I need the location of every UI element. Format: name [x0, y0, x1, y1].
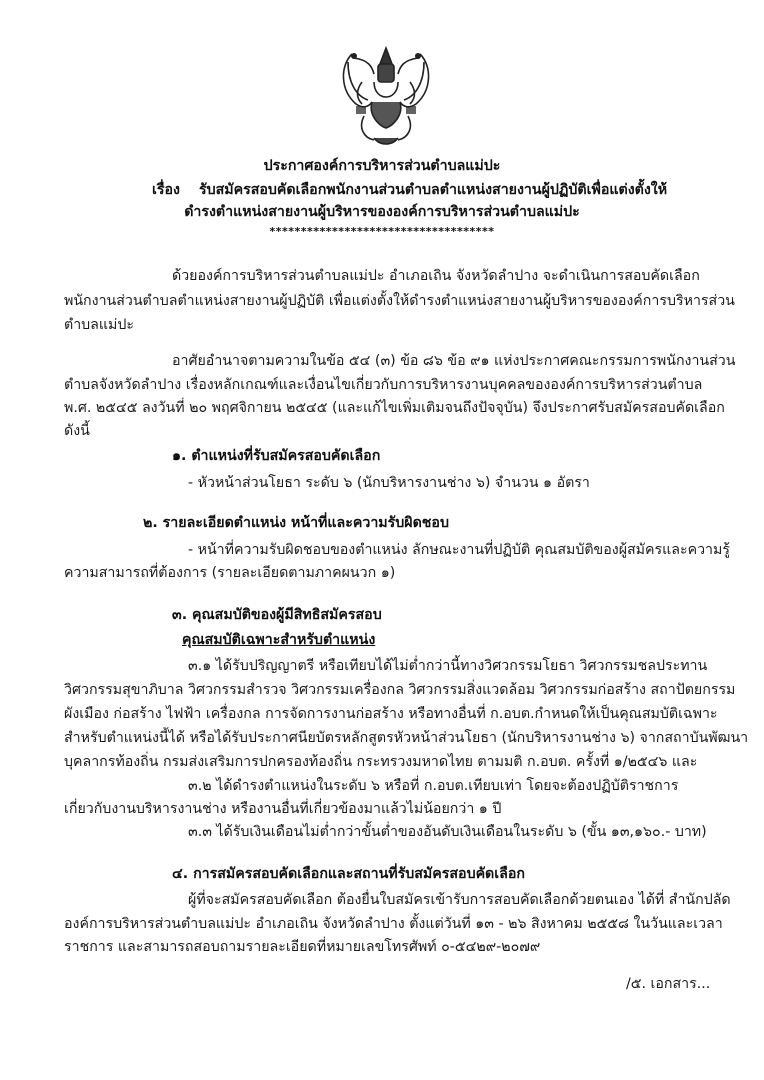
page-continuation: /๕. เอกสาร... — [626, 976, 711, 992]
subject-line-2: ดำรงตำแหน่งสายงานผู้บริหารขององค์การบริหารส่วนตำบลแม่ปะ — [184, 204, 580, 220]
garuda-emblem-icon — [334, 42, 438, 148]
section-3-line: สำหรับตำแหน่งนี้ได้ หรือได้รับประกาศนียบัตรหลักสูตรหัวหน้าส่วนโยธา (นักบริหารงานช่าง ๖) จากสถาบันพัฒนา — [64, 730, 749, 746]
announcement-title: ประกาศองค์การบริหารส่วนตำบลแม่ปะ — [263, 158, 501, 174]
section-3-line: บุคลากรท้องถิ่น กรมส่งเสริมการปกครองท้องถิ่น กระทรวงมหาดไทย ตามมติ ก.อบต. ครั้งที่ ๑/๒๕๔๖ และ — [64, 754, 698, 770]
section-3-line: วิศวกรรมสุขาภิบาล วิศวกรรมสำรวจ วิศวกรรมเครื่องกล วิศวกรรมสิ่งแวดล้อม วิศวกรรมก่อสร้าง สถาปัตยกรรม — [64, 682, 736, 698]
section-3-subheading: คุณสมบัติเฉพาะสำหรับตำแหน่ง — [182, 632, 376, 648]
section-3-heading: ๓. คุณสมบัติของผู้มีสิทธิสมัครสอบ — [172, 607, 382, 623]
intro-p2-line: ดังนี้ — [64, 423, 90, 439]
section-4-line: ผู้ที่จะสมัครสอบคัดเลือก ต้องยื่นใบสมัครเข้ารับการสอบคัดเลือกด้วยตนเอง ได้ที่ สำนักปลัด — [188, 892, 731, 908]
section-3-line: ผังเมือง ก่อสร้าง ไฟฟ้า เครื่องกล การจัดการงานก่อสร้าง หรือทางอื่นที่ ก.อบต.กำหนดให้เป็นคุณสมบัติเฉพาะ — [64, 706, 718, 722]
section-3-line: เกี่ยวกับงานบริหารงานช่าง หรืองานอื่นที่เกี่ยวข้องมาแล้วไม่น้อยกว่า ๑ ปี — [64, 801, 502, 817]
section-2-line: ความสามารถที่ต้องการ (รายละเอียดตามภาคผนวก ๑) — [64, 565, 396, 581]
section-3-line: ๓.๒ ได้ดำรงตำแหน่งในระดับ ๖ หรือที่ ก.อบต.เทียบเท่า โดยจะต้องปฏิบัติราชการ — [188, 778, 679, 794]
intro-p1-line: ด้วยองค์การบริหารส่วนตำบลแม่ปะ อำเภอเถิน จังหวัดลำปาง จะดำเนินการสอบคัดเลือก — [172, 268, 700, 284]
section-4-line: ราชการ และสามารถสอบถามรายละเอียดที่หมายเลขโทรศัพท์ ๐-๕๔๒๙-๒๐๗๙ — [64, 939, 541, 955]
section-4-heading: ๔. การสมัครสอบคัดเลือกและสถานที่รับสมัครสอบคัดเลือก — [172, 866, 525, 882]
section-2-line: - หน้าที่ความรับผิดชอบของตำแหน่ง ลักษณะงานที่ปฏิบัติ คุณสมบัติของผู้สมัครและความรู้ — [188, 542, 730, 558]
section-3-line: ๓.๓ ได้รับเงินเดือนไม่ต่ำกว่าขั้นต่ำของอันดับเงินเดือนในระดับ ๖ (ขั้น ๑๓,๑๖๐.- บาท) — [188, 824, 707, 840]
section-1-heading: ๑. ตำแหน่งที่รับสมัครสอบคัดเลือก — [172, 448, 381, 464]
section-3-line: ๓.๑ ได้รับปริญญาตรี หรือเทียบได้ไม่ต่ำกว่านี้ทางวิศวกรรมโยธา วิศวกรรมชลประทาน — [188, 658, 708, 674]
intro-p2-line: พ.ศ. ๒๕๔๕ ลงวันที่ ๒๐ พฤศจิกายน ๒๕๔๕ (และแก้ไขเพิ่มเติมจนถึงปัจจุบัน) จึงประกาศรับสมัครสอบคัดเลือก — [64, 400, 725, 416]
separator: ************************************ — [269, 225, 495, 238]
subject-line-1: รับสมัครสอบคัดเลือกพนักงานส่วนตำบลตำแหน่งสายงานผู้ปฏิบัติเพื่อแต่งตั้งให้ — [199, 182, 668, 198]
section-4-line: องค์การบริหารส่วนตำบลแม่ปะ อำเภอเถิน จังหวัดลำปาง ตั้งแต่วันที่ ๑๓ - ๒๖ สิงหาคม ๒๕๕๘ ในวันและเวลา — [64, 916, 723, 932]
subject-label: เรื่อง — [152, 182, 180, 198]
intro-p2-line: อาศัยอำนาจตามความในข้อ ๕๔ (๓) ข้อ ๘๖ ข้อ ๙๑ แห่งประกาศคณะกรรมการพนักงานส่วน — [172, 353, 736, 369]
intro-p1-line: ตำบลแม่ปะ — [64, 317, 135, 333]
intro-p1-line: พนักงานส่วนตำบลตำแหน่งสายงานผู้ปฏิบัติ เพื่อแต่งตั้งให้ดำรงตำแหน่งสายงานผู้บริหารขององค์การบริหารส่วน — [64, 293, 735, 309]
section-1-line: - หัวหน้าส่วนโยธา ระดับ ๖ (นักบริหารงานช่าง ๖) จำนวน ๑ อัตรา — [188, 475, 590, 491]
section-2-heading: ๒. รายละเอียดตำแหน่ง หน้าที่และความรับผิดชอบ — [143, 515, 449, 531]
intro-p2-line: ตำบลจังหวัดลำปาง เรื่องหลักเกณฑ์และเงื่อนไขเกี่ยวกับการบริหารงานบุคคลขององค์การบริหารส่วนตำบล — [64, 377, 703, 393]
